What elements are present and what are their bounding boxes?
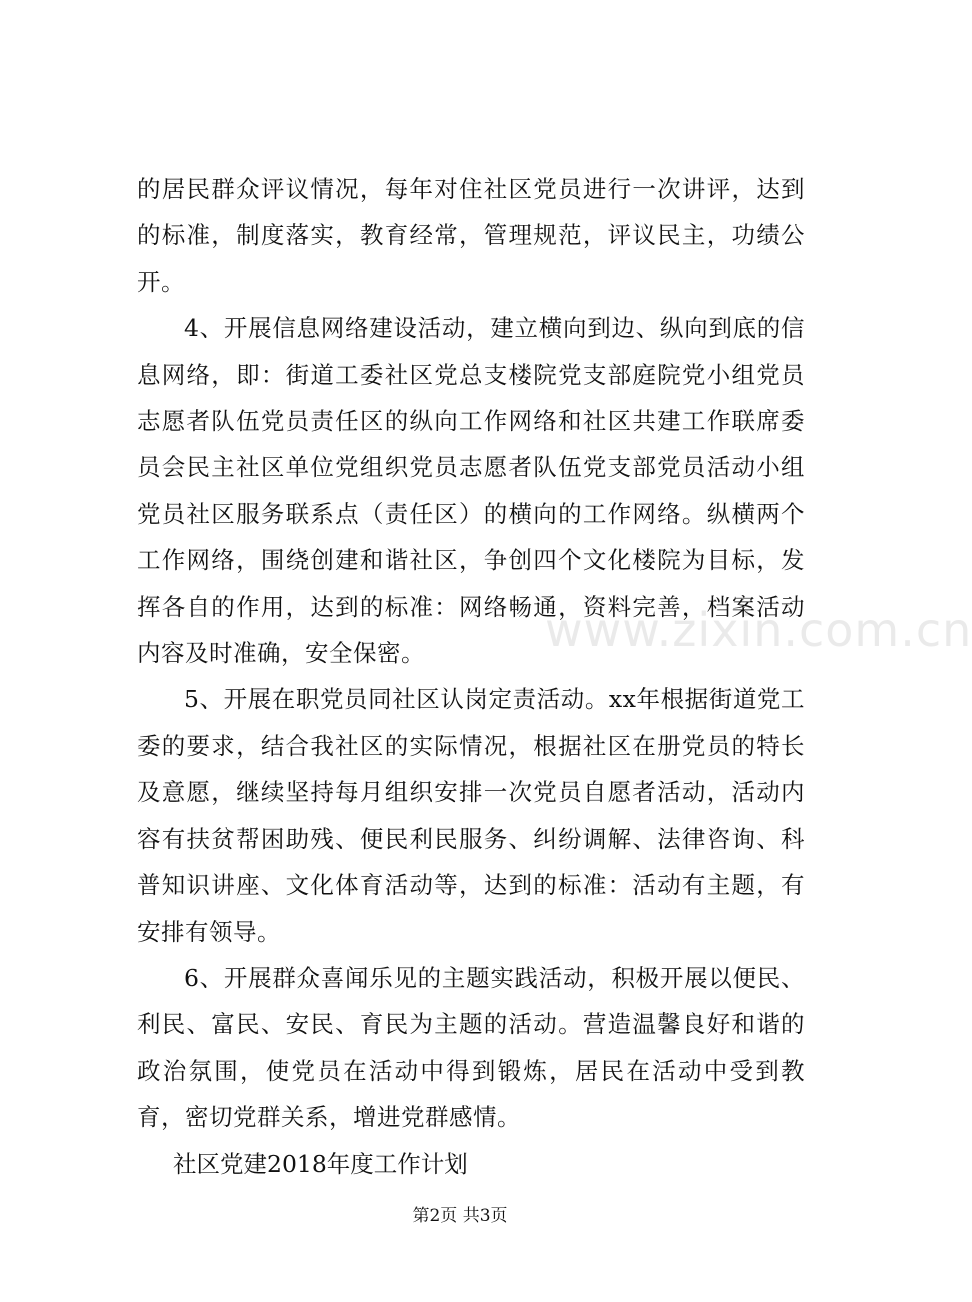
document-body xyxy=(137,166,805,1187)
paragraph-3: 5、开展在职党员同社区认岗定责活动。xx年根据街道党工委的要求，结合我社区的实际情况，根据社区在册党员的特长及意愿，继续坚持每月组织安排一次党员自愿者活动，活动内容有扶贫帮困助残、便民利民服务、纠纷调解、法律咨询、科普知识讲座、文化体育活动等，达到的标准：活动有主题，有安排有领导。 xyxy=(137,685,805,946)
paragraph-2: 4、开展信息网络建设活动，建立横向到边、纵向到底的信息网络，即：街道工委社区党总支楼院党支部庭院党小组党员志愿者队伍党员责任区的纵向工作网络和社区共建工作联席委员会民主社区单位党组织党员志愿者队伍党支部党员活动小组党员社区服务联系点（责任区）的横向的工作网络。纵横两个工作网络，围绕创建和谐社区，争创四个文化楼院为目标，发挥各自的作用，达到的标准：网络畅通，资料完善，档案活动内容及时准确，安全保密。 xyxy=(137,314,805,668)
closing-title: 社区党建2018年度工作计划 xyxy=(173,1149,468,1178)
watermark: www.zixin.com.cn xyxy=(545,603,972,657)
paragraph-1: 的居民群众评议情况，每年对住社区党员进行一次讲评，达到的标准，制度落实，教育经常，管理规范，评议民主，功绩公开。 xyxy=(137,175,805,296)
page-number: 第2页 共3页 xyxy=(412,1206,508,1226)
paragraph-4: 6、开展群众喜闻乐见的主题实践活动，积极开展以便民、利民、富民、安民、育民为主题的活动。营造温馨良好和谐的政治氛围，使党员在活动中得到锻炼，居民在活动中受到教育，密切党群关系，增进党群感情。 xyxy=(137,963,805,1132)
